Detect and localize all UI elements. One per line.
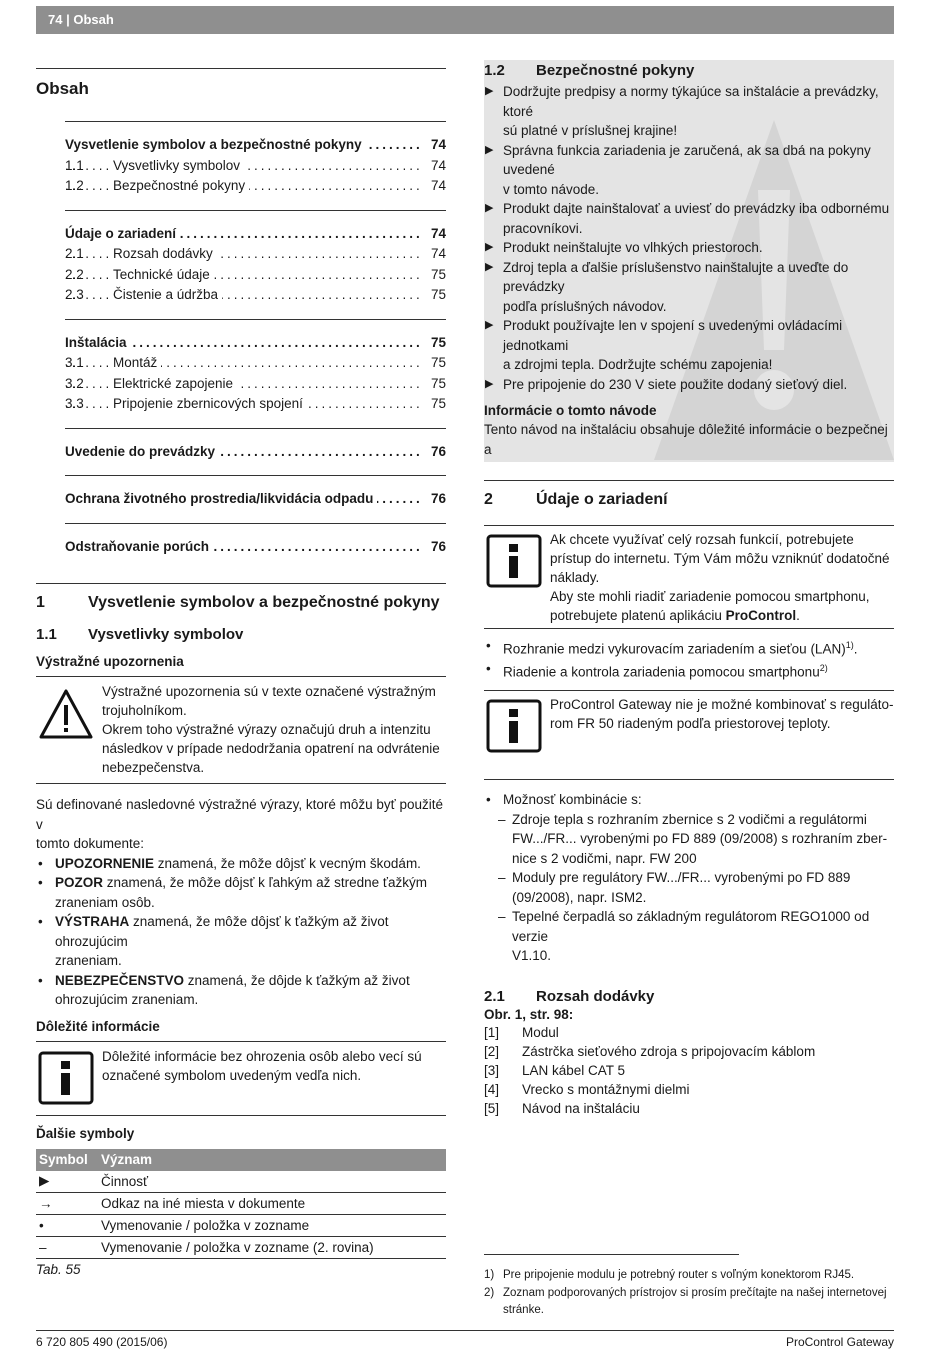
signal-word: NEBEZPEČENSTVO xyxy=(55,972,185,988)
toc-entry[interactable] xyxy=(65,333,446,354)
toc-page: 76 xyxy=(424,537,446,558)
compatibility-notice-box xyxy=(484,690,894,780)
product-name: ProControl Gateway xyxy=(785,1335,894,1349)
app-name: ProControl xyxy=(725,608,797,623)
signal-word-item: • UPOZORNENIE znamená, že môže dôjsť k vecným škodám. xyxy=(36,854,446,874)
info-icon xyxy=(38,1051,94,1105)
intro-line: Sú definované nasledovné výstražné výrazy, ktoré môžu byť použité v xyxy=(36,797,444,832)
toc-title-text: Vysvetlenie symbolov a bezpečnostné pokyny xyxy=(65,135,366,156)
internet-notice-text xyxy=(550,530,894,606)
document-number: 6 720 805 490 (2015/06) xyxy=(36,1335,168,1349)
warning-notice-box xyxy=(36,676,446,784)
toc-group xyxy=(65,523,446,558)
toc-number: 2.2 xyxy=(65,266,84,282)
toc-group xyxy=(65,475,446,510)
page-header-bar: 74 | Obsah xyxy=(36,6,894,34)
safety-item: ▶ Pre pripojenie do 230 V siete použite dodaný sieťový diel. xyxy=(484,375,894,395)
signal-word: POZOR xyxy=(55,875,104,890)
toc-page: 75 xyxy=(424,285,446,306)
scope-key: [3] xyxy=(484,1062,500,1078)
scope-item xyxy=(484,1099,894,1118)
combination-items xyxy=(484,810,894,966)
feature-item: • Rozhranie medzi vykurovacím zariadením a sieťou (LAN)$^{1)}$. xyxy=(484,636,894,659)
important-notice-box xyxy=(36,1041,446,1116)
toc-number: 2.3 xyxy=(65,287,84,302)
page-number: 74 xyxy=(48,12,63,27)
toc-number: 3.1 xyxy=(65,355,84,370)
toc-group xyxy=(65,428,446,463)
toc-page: 74 xyxy=(424,156,446,177)
table-row xyxy=(36,1215,446,1237)
table-row xyxy=(36,1237,446,1259)
symbol-cell: • xyxy=(36,1215,98,1237)
toc-group xyxy=(65,210,446,306)
toc-title-text: Bezpečnostné pokyny xyxy=(113,176,249,197)
scope-item xyxy=(484,1080,894,1099)
symbol-cell: – xyxy=(36,1237,98,1259)
warning-line: nebezpečenstva. xyxy=(102,760,205,775)
footnote-key: 2) xyxy=(484,1287,495,1299)
toc-number: 2.1 xyxy=(65,246,84,261)
toc-subentry[interactable] xyxy=(65,374,446,395)
toc-subentry[interactable] xyxy=(65,265,446,286)
toc-number: 1.1 xyxy=(65,157,84,173)
toc-page: 74 xyxy=(424,224,446,245)
scope-key: [5] xyxy=(484,1100,500,1116)
toc-page: 75 xyxy=(424,353,446,374)
scope-item xyxy=(484,1061,894,1080)
info-line: Tento návod na inštaláciu obsahuje dôležité informácie o bezpečnej a xyxy=(484,422,888,457)
toc-title-text: Vysvetlivky symbolov xyxy=(113,156,244,177)
toc-title-text: Montáž xyxy=(113,353,161,374)
combination-intro: • Možnosť kombinácie s: xyxy=(484,790,894,810)
footnote xyxy=(484,1285,894,1319)
toc-page: 75 xyxy=(424,394,446,415)
features-list xyxy=(484,636,894,682)
safety-list xyxy=(484,82,894,394)
signal-word-item: • VÝSTRAHA znamená, že môže dôjsť k ťažkým až život ohrozujúcim zraneniam. xyxy=(36,912,446,971)
safety-item: ▶ Správna funkcia zariadenia je zaručená, ak sa dbá na pokyny uvedené v tomto návode. xyxy=(484,141,894,200)
symbol-cell: → xyxy=(36,1193,98,1215)
scope-item xyxy=(484,1023,894,1042)
info-line xyxy=(484,459,894,462)
info-icon xyxy=(486,534,542,588)
symbol-cell: ▶ xyxy=(36,1171,98,1193)
toc-group xyxy=(65,121,446,197)
meaning-cell: Vymenovanie / položka v zozname xyxy=(98,1215,446,1237)
important-notice-text xyxy=(102,1047,446,1085)
toc-entry[interactable] xyxy=(65,224,446,245)
toc-title-text: Rozsah dodávky xyxy=(113,244,217,265)
toc-title-text: Technické údaje xyxy=(113,265,214,286)
warning-line: Výstražné upozornenia sú v texte označené výstražným xyxy=(102,684,436,699)
toc-page: 75 xyxy=(424,265,446,286)
important-line: Dôležité informácie bez ohrozenia osôb alebo vecí sú xyxy=(102,1048,422,1064)
toc-title-text: Inštalácia xyxy=(65,333,131,354)
safety-item: ▶ Zdroj tepla a ďalšie príslušenstvo nainštalujte a uveďte do prevádzky podľa príslušných návodov. xyxy=(484,258,894,317)
signal-word: VÝSTRAHA xyxy=(55,914,130,929)
toc-number: 1.2 xyxy=(65,178,84,193)
footnote-ref: 1) xyxy=(845,640,854,650)
table-header-symbol: Symbol xyxy=(36,1149,98,1171)
internet-notice-box: Ak chcete využívať celý rozsah funkcií, potrebujete prístup do internetu. Tým Vám môžu vzniknúť dodatočné náklady. Aby ste mohli riadiť zariadenie pomocou smartphonu, potrebujete platenú aplikáciu ProControl. xyxy=(484,525,894,629)
footnote-ref: 2) xyxy=(819,663,828,673)
warning-notice-text xyxy=(102,682,446,777)
signal-words-intro xyxy=(36,795,446,854)
scope-value: Návod na inštaláciu xyxy=(522,1100,640,1116)
combination-item: – Moduly pre regulátory FW.../FR... vyrobenými po FD 889 (09/2008), napr. ISM2. xyxy=(484,868,894,907)
combination-item: – Tepelné čerpadlá so základným regulátorom REGO1000 od verzie V1.10. xyxy=(484,907,894,966)
toc-title: Obsah xyxy=(36,79,89,98)
toc-page: 76 xyxy=(424,442,446,463)
signal-word: UPOZORNENIE xyxy=(55,855,155,871)
left-column xyxy=(36,68,446,1277)
important-heading: Dôležité informácie xyxy=(36,1018,160,1034)
notice-line: Aby ste mohli riadiť zariadenie pomocou smartphonu, xyxy=(550,589,870,604)
scope-key: [4] xyxy=(484,1081,500,1097)
safety-item: ▶ Dodržujte predpisy a normy týkajúce sa inštalácie a prevádzky, ktoré sú platné v príslušnej krajine! xyxy=(484,82,894,141)
notice-line: ProControl Gateway nie je možné kombinovať s reguláto- xyxy=(550,697,894,712)
toc-title-text: Elektrické zapojenie xyxy=(113,374,237,395)
safety-instructions-box xyxy=(484,60,894,462)
meaning-cell: Činnosť xyxy=(98,1171,446,1193)
warning-line: Okrem toho výstražné výrazy označujú druh a intenzitu xyxy=(102,722,431,737)
signal-word-item: • POZOR znamená, že môže dôjsť k ľahkým až stredne ťažkým zraneniam osôb. xyxy=(36,873,446,912)
toc-page: 75 xyxy=(424,333,446,354)
section-1-2-heading: 1.2 Bezpečnostné pokyny xyxy=(484,62,695,79)
intro-line: tomto dokumente: xyxy=(36,836,145,851)
scope-item xyxy=(484,1042,894,1061)
scope-key: [2] xyxy=(484,1043,500,1059)
toc-title-text: Ochrana životného prostredia/likvidácia odpadu xyxy=(65,489,377,510)
toc-page: 76 xyxy=(424,489,446,510)
compatibility-notice-text xyxy=(550,695,894,733)
section-2-heading: 2 Údaje o zariadení xyxy=(484,491,668,508)
notice-line: náklady. xyxy=(550,570,600,585)
warnings-heading: Výstražné upozornenia xyxy=(36,654,184,669)
safety-item: ▶ Produkt dajte nainštalovať a uviesť do prevádzky iba odbornému pracovníkovi. xyxy=(484,199,894,238)
scope-value: Zástrčka sieťového zdroja s pripojovacím káblom xyxy=(522,1043,816,1059)
toc-page: 74 xyxy=(424,176,446,197)
footnote-key: 1) xyxy=(484,1269,495,1281)
toc-entry[interactable] xyxy=(65,442,446,463)
section-2-1-heading: 2.1 Rozsah dodávky xyxy=(484,987,655,1005)
section-1-1-heading: 1.1 Vysvetlivky symbolov xyxy=(36,626,244,643)
toc-title-text: Uvedenie do prevádzky xyxy=(65,442,219,463)
toc-page: 75 xyxy=(424,374,446,395)
important-line: označené symbolom uvedeným vedľa nich. xyxy=(102,1067,362,1083)
notice-line: Ak chcete využívať celý rozsah funkcií, potrebujete xyxy=(550,532,854,547)
meaning-cell: Vymenovanie / položka v zozname (2. rovina) xyxy=(98,1237,446,1259)
table-header-meaning: Význam xyxy=(98,1149,446,1171)
toc-subentry[interactable] xyxy=(65,353,446,374)
notice-line: rom FR 50 riadeným podľa priestorovej teploty. xyxy=(550,716,831,731)
footnotes xyxy=(484,1254,894,1320)
signal-words-list xyxy=(36,854,446,1010)
toc-entry[interactable] xyxy=(65,135,446,156)
footnote-text: Pre pripojenie modulu je potrebný router s voľným konektorom RJ45. xyxy=(503,1269,855,1281)
header-section: Obsah xyxy=(73,12,114,27)
toc-title-text: Údaje o zariadení xyxy=(65,224,180,245)
toc-subentry[interactable] xyxy=(65,285,446,306)
combination-list xyxy=(484,790,894,810)
table-caption: Tab. 55 xyxy=(36,1262,81,1277)
warning-line: trojuholníkom. xyxy=(102,703,187,718)
toc-subentry[interactable] xyxy=(65,394,446,415)
footnote xyxy=(484,1267,894,1284)
toc-entry[interactable] xyxy=(65,537,446,558)
toc-page: 74 xyxy=(424,244,446,265)
section-1-heading: 1 Vysvetlenie symbolov a bezpečnostné pokyny xyxy=(36,594,440,611)
safety-item: ▶ Produkt neinštalujte vo vlhkých priestoroch. xyxy=(484,238,894,258)
right-column xyxy=(484,60,894,1118)
page-footer xyxy=(36,1330,894,1349)
signal-word-item: • NEBEZPEČENSTVO znamená, že dôjde k ťažkým až život ohrozujúcim zraneniam. xyxy=(36,971,446,1010)
toc-entry[interactable] xyxy=(65,489,446,510)
scope-key: [1] xyxy=(484,1024,500,1040)
notice-line: prístup do internetu. Tým Vám môžu vzniknúť dodatočné xyxy=(550,551,890,566)
table-of-contents xyxy=(36,121,446,557)
safety-item: ▶ Produkt používajte len v spojení s uvedenými ovládacími jednotkami a zdrojmi tepla. Dodržujte schému zapojenia! xyxy=(484,316,894,375)
footnote-text: Zoznam podporovaných prístrojov si prosím prečítajte na našej internetovej stránke. xyxy=(503,1287,887,1316)
toc-page: 74 xyxy=(424,135,446,156)
toc-title-text: Čistenie a údržba xyxy=(113,285,222,306)
toc-subentry[interactable] xyxy=(65,176,446,197)
scope-value: Vrecko s montážnymi dielmi xyxy=(522,1081,690,1097)
scope-value: LAN kábel CAT 5 xyxy=(522,1062,626,1078)
toc-group xyxy=(65,319,446,415)
figure-reference: Obr. 1, str. 98: xyxy=(484,1006,574,1022)
toc-title-text: Odstraňovanie porúch xyxy=(65,537,213,558)
warning-triangle-icon xyxy=(38,687,94,741)
info-about-manual-heading: Informácie o tomto návode xyxy=(484,403,657,418)
table-row xyxy=(36,1193,446,1215)
toc-subentry[interactable] xyxy=(65,244,446,265)
toc-number: 3.2 xyxy=(65,375,84,391)
table-row xyxy=(36,1171,446,1193)
scope-value: Modul xyxy=(522,1024,559,1040)
warning-line: následkov v prípade nedodržania opatrení na odvrátenie xyxy=(102,741,440,756)
other-symbols-heading: Ďalšie symboly xyxy=(36,1125,135,1141)
toc-title-text: Pripojenie zbernicových spojení xyxy=(113,394,307,415)
scope-of-delivery-list xyxy=(484,1023,894,1118)
symbols-table xyxy=(36,1149,446,1260)
toc-number: 3.3 xyxy=(65,396,84,411)
combination-item: – Zdroje tepla s rozhraním zbernice s 2 vodičmi a regulátormi FW.../FR... vyrobenými po FD 889 (09/2008) s rozhraním zber- nice s 2 vodičmi, napr. FW 200 xyxy=(484,810,894,869)
meaning-cell: Odkaz na iné miesta v dokumente xyxy=(98,1193,446,1215)
info-icon xyxy=(486,699,542,753)
toc-subentry[interactable] xyxy=(65,156,446,177)
feature-item: • Riadenie a kontrola zariadenia pomocou smartphonu$^{2)}$ xyxy=(484,659,894,682)
info-paragraph-1 xyxy=(484,420,894,462)
